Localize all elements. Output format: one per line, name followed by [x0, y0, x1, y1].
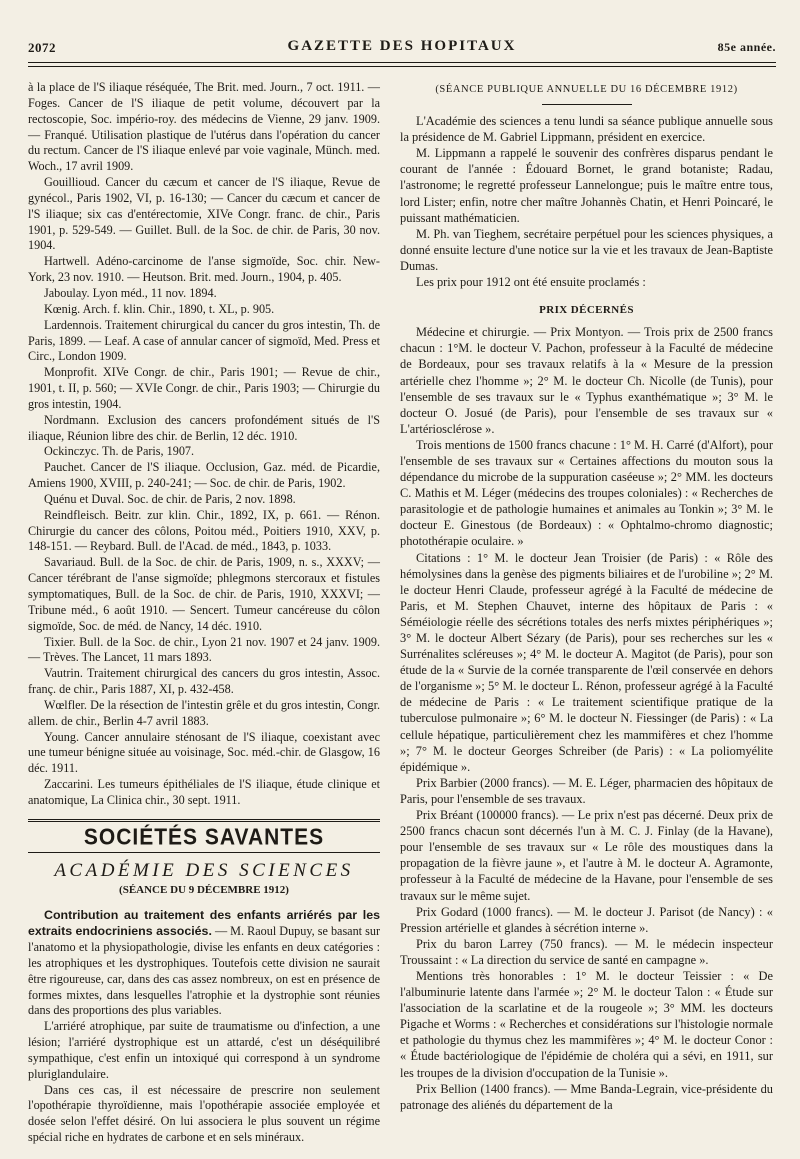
article-lead	[28, 908, 380, 1019]
public-session-heading: (SÉANCE PUBLIQUE ANNUELLE DU 16 DÉCEMBRE 1912)	[435, 84, 738, 95]
bib-entry: Nordmann. Exclusion des cancers profondément situés de l'S iliaque, Réunion libre des chir. de Berlin, 12 déc. 1910.	[28, 412, 380, 443]
session-date: (SÉANCE DU 9 DÉCEMBRE 1912)	[119, 883, 289, 896]
article-paragraph: L'arriéré atrophique, par suite de traumatisme ou d'infection, a une lésion; l'arriéré dystrophique est un attardé, c'est un déséquilibré sympathique, c'est enfin un intoxiqué qui correspond à un syndrome pluriglandulaire.	[28, 1019, 380, 1081]
intro-paragraph: M. Ph. van Tieghem, secrétaire perpétuel pour les sciences physiques, a donné ensuite lecture d'une notice sur la vie et les travaux de Jean-Baptiste Dumas.	[400, 226, 773, 273]
page-number: 2072	[28, 40, 56, 55]
academy-title: ACADÉMIE DES SCIENCES	[54, 859, 354, 881]
bib-entry: à la place de l'S iliaque réséquée, The Brit. med. Journ., 7 oct. 1911. — Foges. Cancer de l'S iliaque de petit volume, découvert par la rectoscopie, Soc. império-roy. des médecins de Vienne, 29 janv. 1909. — Franqué. Utilisation plastique de l'utérus dans l'opération du cancer du rectum. Cancer de l'S iliaque enlevé par voie vaginale, Münch. med. Woch., 17 avril 1909.	[28, 80, 380, 174]
bib-entry: Young. Cancer annulaire sténosant de l'S iliaque, coexistant avec une tumeur bénigne située au voisinage, Soc. méd.-chir. de Glasgow, 16 déc. 1911.	[28, 729, 380, 776]
prix-paragraph: Prix Bréant (100000 francs). — Le prix n'est pas décerné. Deux prix de 2500 francs chacun sont décernés l'un à M. C. J. Finlay (de la Havane), pour l'ensemble de ses travaux sur « Le rôle des moustiques dans la propagation de la fièvre jaune », et l'autre à M. le docteur A. Agramonte, professeur à la Faculté de médecine de la Havane, pour l'ensemble de ses travaux sur le même sujet.	[400, 808, 773, 903]
prix-paragraph: Prix Godard (1000 francs). — M. le docteur J. Parisot (de Nancy) : « Pression artérielle et glandes à sécrétion interne ».	[400, 904, 773, 935]
bib-entry: Vautrin. Traitement chirurgical des cancers du gros intestin, Assoc. franç. de chir., Paris 1887, XI, p. 432-458.	[28, 666, 380, 697]
header-rule	[28, 62, 776, 63]
bib-entry: Zaccarini. Les tumeurs épithéliales de l'S iliaque, étude clinique et anatomique, La Clinica chir., 30 sept. 1911.	[28, 777, 380, 807]
bib-entry: Tixier. Bull. de la Soc. de chir., Lyon 21 nov. 1907 et 24 janv. 1909. — Trèves. The Lancet, 11 mars 1893.	[28, 634, 380, 665]
heading-rule	[542, 104, 632, 105]
year-label: 85e année.	[717, 40, 776, 54]
bib-entry: Reindfleisch. Beitr. zur klin. Chir., 1892, IX, p. 661. — Rénon. Chirurgie du cancer des côlons, Poitou méd., Poitiers 1910, XXV, p. 148-151. — Reybard. Bull. de l'Acad. de méd., 1843, p. 1033.	[28, 507, 380, 554]
bib-entry: Jaboulay. Lyon méd., 11 nov. 1894.	[44, 285, 217, 300]
intro-paragraph: M. Lippmann a rappelé le souvenir des confrères disparus pendant le courant de l'année : Édouard Bornet, le grand botaniste; Radau, l'astronome; le regretté professeur Lannelongue; puis le maître entre tous, lord Lister; enfin, notre cher maître Johannès Chatin, et Henri Poincaré, le puissant mathématicien.	[400, 146, 773, 225]
bib-entry: Kœnig. Arch. f. klin. Chir., 1890, t. XL, p. 905.	[44, 301, 275, 316]
right-column	[400, 80, 773, 1113]
bib-entry: Lardennois. Traitement chirurgical du cancer du gros intestin, Th. de Paris, 1899. — Leaf. A case of annular cancer of sigmoïd, Med. Press et Circ., London 1909.	[28, 317, 380, 364]
prix-paragraph: Mentions très honorables : 1° M. le docteur Teissier : « De l'albuminurie latente dans l'armée »; 2° M. le docteur Talon : « Étude sur l'association de la scarlatine et de la rougeole »; 3° MM. les docteurs Pigache et Worms : « Recherches et considérations sur l'histologie normale et pathologie du thymus chez les mammifères »; 4° M. le docteur Conor : « Étude bactériologique de l'épidémie de choléra qui a sévi, en 1911, sur les troupes de la division d'occupation de la Tunisie ».	[400, 968, 773, 1080]
article-text: — M. Raoul Dupuy, se basant sur l'anatomo et la physiopathologie, divise les enfants en deux catégories : les atrophiques et les dystrophiques. Toutefois cette division ne saurait être rigoureuse, car, dans des cas assez nombreux, on est en présence de formes mixtes, dans lesquelles l'atrophie et la dystrophie sont réunies dans des proportions des plus variables.	[28, 924, 381, 1018]
left-column	[28, 80, 380, 1146]
prix-paragraph: Trois mentions de 1500 francs chacune : 1° M. H. Carré (d'Alfort), pour l'ensemble de ses travaux sur « Certaines affections du mouton sous la dépendance du microbe de la suppuration caséeuse »; 2° MM. les docteurs C. Mathis et M. Léger (médecins des troupes coloniales) : « Recherches de parasitologie et de pathologie humaines et animales au Tonkin »; 3° M. le docteur E. Ginestous (de Bordeaux) : « Ophtalmo-chromo diagnostic; photothérapie oculaire. »	[400, 437, 773, 549]
prix-paragraph: Prix Barbier (2000 francs). — M. E. Léger, pharmacien des hôpitaux de Paris, pour l'ensemble de ses travaux.	[400, 775, 773, 806]
bib-entry: Pauchet. Cancer de l'S iliaque. Occlusion, Gaz. méd. de Picardie, Amiens 1900, XVIII, p. 240-241; — Soc. de chir. de Paris, 1902.	[28, 460, 380, 491]
page-header	[28, 38, 776, 60]
bib-entry: Hartwell. Adéno-carcinome de l'anse sigmoïde, Soc. chir. New-York, 23 nov. 1910. — Heutson. Brit. med. Journ., 1904, p. 405.	[28, 254, 380, 285]
bib-entry: Wœlfler. De la résection de l'intestin grêle et du gros intestin, Congr. allem. de chir., Berlin 4-7 avril 1883.	[28, 697, 380, 728]
bibliography	[28, 80, 380, 809]
bib-entry: Savariaud. Bull. de la Soc. de chir. de Paris, 1909, n. s., XXXV; — Cancer térébrant de l'anse sigmoïde; phlegmons stercoraux et fistules symptomatiques, Bull. de la Soc. de chir. de Paris, 1910, XXXVI; — Tribune méd., 6 août 1910. — Sencert. Tumeur cancéreuse du côlon sigmoïde, Soc. de méd. de Nancy, 14 déc. 1910.	[28, 555, 380, 633]
bib-entry: Quénu et Duval. Soc. de chir. de Paris, 2 nov. 1898.	[44, 491, 296, 506]
bib-entry: Monprofit. XIVe Congr. de chir., Paris 1901; — Revue de chir., 1901, t. II, p. 560; — XVIe Congr. de chir., Paris 1903; — Chirurgie du gros intestin, 1904.	[28, 365, 380, 411]
section-rule-bottom	[28, 852, 380, 853]
section-rule	[28, 819, 380, 822]
prix-paragraph: Médecine et chirurgie. — Prix Montyon. — Trois prix de 2500 francs chacun : 1°M. le docteur V. Pachon, professeur à la Faculté de médecine de Bordeaux, pour ses travaux relatifs à la « Mesure de la pression artérielle chez l'homme »; 2° M. le docteur Ch. Nicolle (de Tunis), pour l'ensemble de ses travaux sur le « Typhus exanthématique »; 3° M. le docteur O. Josué (de Paris), pour l'ensemble de ses travaux sur « L'artériosclérose ».	[400, 325, 773, 436]
section-title: SOCIÉTÉS SAVANTES	[83, 824, 325, 850]
prix-heading: PRIX DÉCERNÉS	[539, 304, 634, 317]
prix-paragraph: Prix du baron Larrey (750 francs). — M. le médecin inspecteur Troussaint : « La direction du service de santé en campagne ».	[400, 936, 773, 967]
bib-entry: Gouillioud. Cancer du cæcum et cancer de l'S iliaque, Revue de gynécol., Paris 1902, VI, p. 16-130; — Cancer du cæcum et cancer de l'S iliaque; six cas d'entérectomie, XIVe Congr. franc. de chir., Paris 1901, p. 529-549. — Guillet. Bull. de la Soc. de chir. de Paris, 30 nov. 1904.	[28, 175, 380, 253]
bib-entry: Ockinczyc. Th. de Paris, 1907.	[44, 444, 195, 459]
intro-paragraph: Les prix pour 1912 ont été ensuite proclamés :	[416, 275, 646, 290]
prix-paragraph: Citations : 1° M. le docteur Jean Troisier (de Paris) : « Rôle des hémolysines dans la genèse des pigments biliaires et de l'urobiline »; 2° M. le docteur Henri Claude, professeur agrégé à la Faculté de médecine de Paris, et M. Stephen Chauvet, interne des hôpitaux de Paris : « Séméiologie réelle des sécrétions totales des nerfs mixtes périphériques »; 3° M. le docteur Albert Sézary (de Paris), pour ses recherches sur les « Surrénalites scléreuses »; 4° M. le docteur A. Magitot (de Paris), pour son étude de la « Survie de la cornée transparente de l'œil conservée en dehors de l'organisme »; 5° M. le docteur L. Rénon, professeur agrégé à la Faculté de médecine de Paris : « Le traitement scientifique pratique de la tuberculose pulmonaire »; 6° M. le docteur N. Fiessinger (de Paris) : « La cellule hépatique, particulièrement chez les mammifères et chez l'homme »; 7° M. le docteur Georges Schreiber (de Paris) : « La poliomyélite épidémique ».	[400, 550, 773, 774]
article-title: Contribution au traitement des enfants arriérés par les extraits endocriniens associés.	[28, 908, 380, 939]
intro-paragraph: L'Académie des sciences a tenu lundi sa séance publique annuelle sous la présidence de M. Gabriel Lippmann, président en exercice.	[400, 114, 773, 145]
header-rule-2	[28, 66, 776, 67]
journal-title: GAZETTE DES HOPITAUX	[287, 38, 517, 54]
article-paragraph: Dans ces cas, il est nécessaire de prescrire non seulement l'opothérapie thyroïdienne, mais l'opothérapie associée employée et dosée selon l'effet désiré. On lui associera le plus souvent un régime spécial riche en hydrates de carbone et en sels minéraux.	[28, 1082, 380, 1145]
prix-paragraph: Prix Bellion (1400 francs). — Mme Banda-Legrain, vice-présidente du patronage des aliénés du département de la	[400, 1081, 773, 1112]
